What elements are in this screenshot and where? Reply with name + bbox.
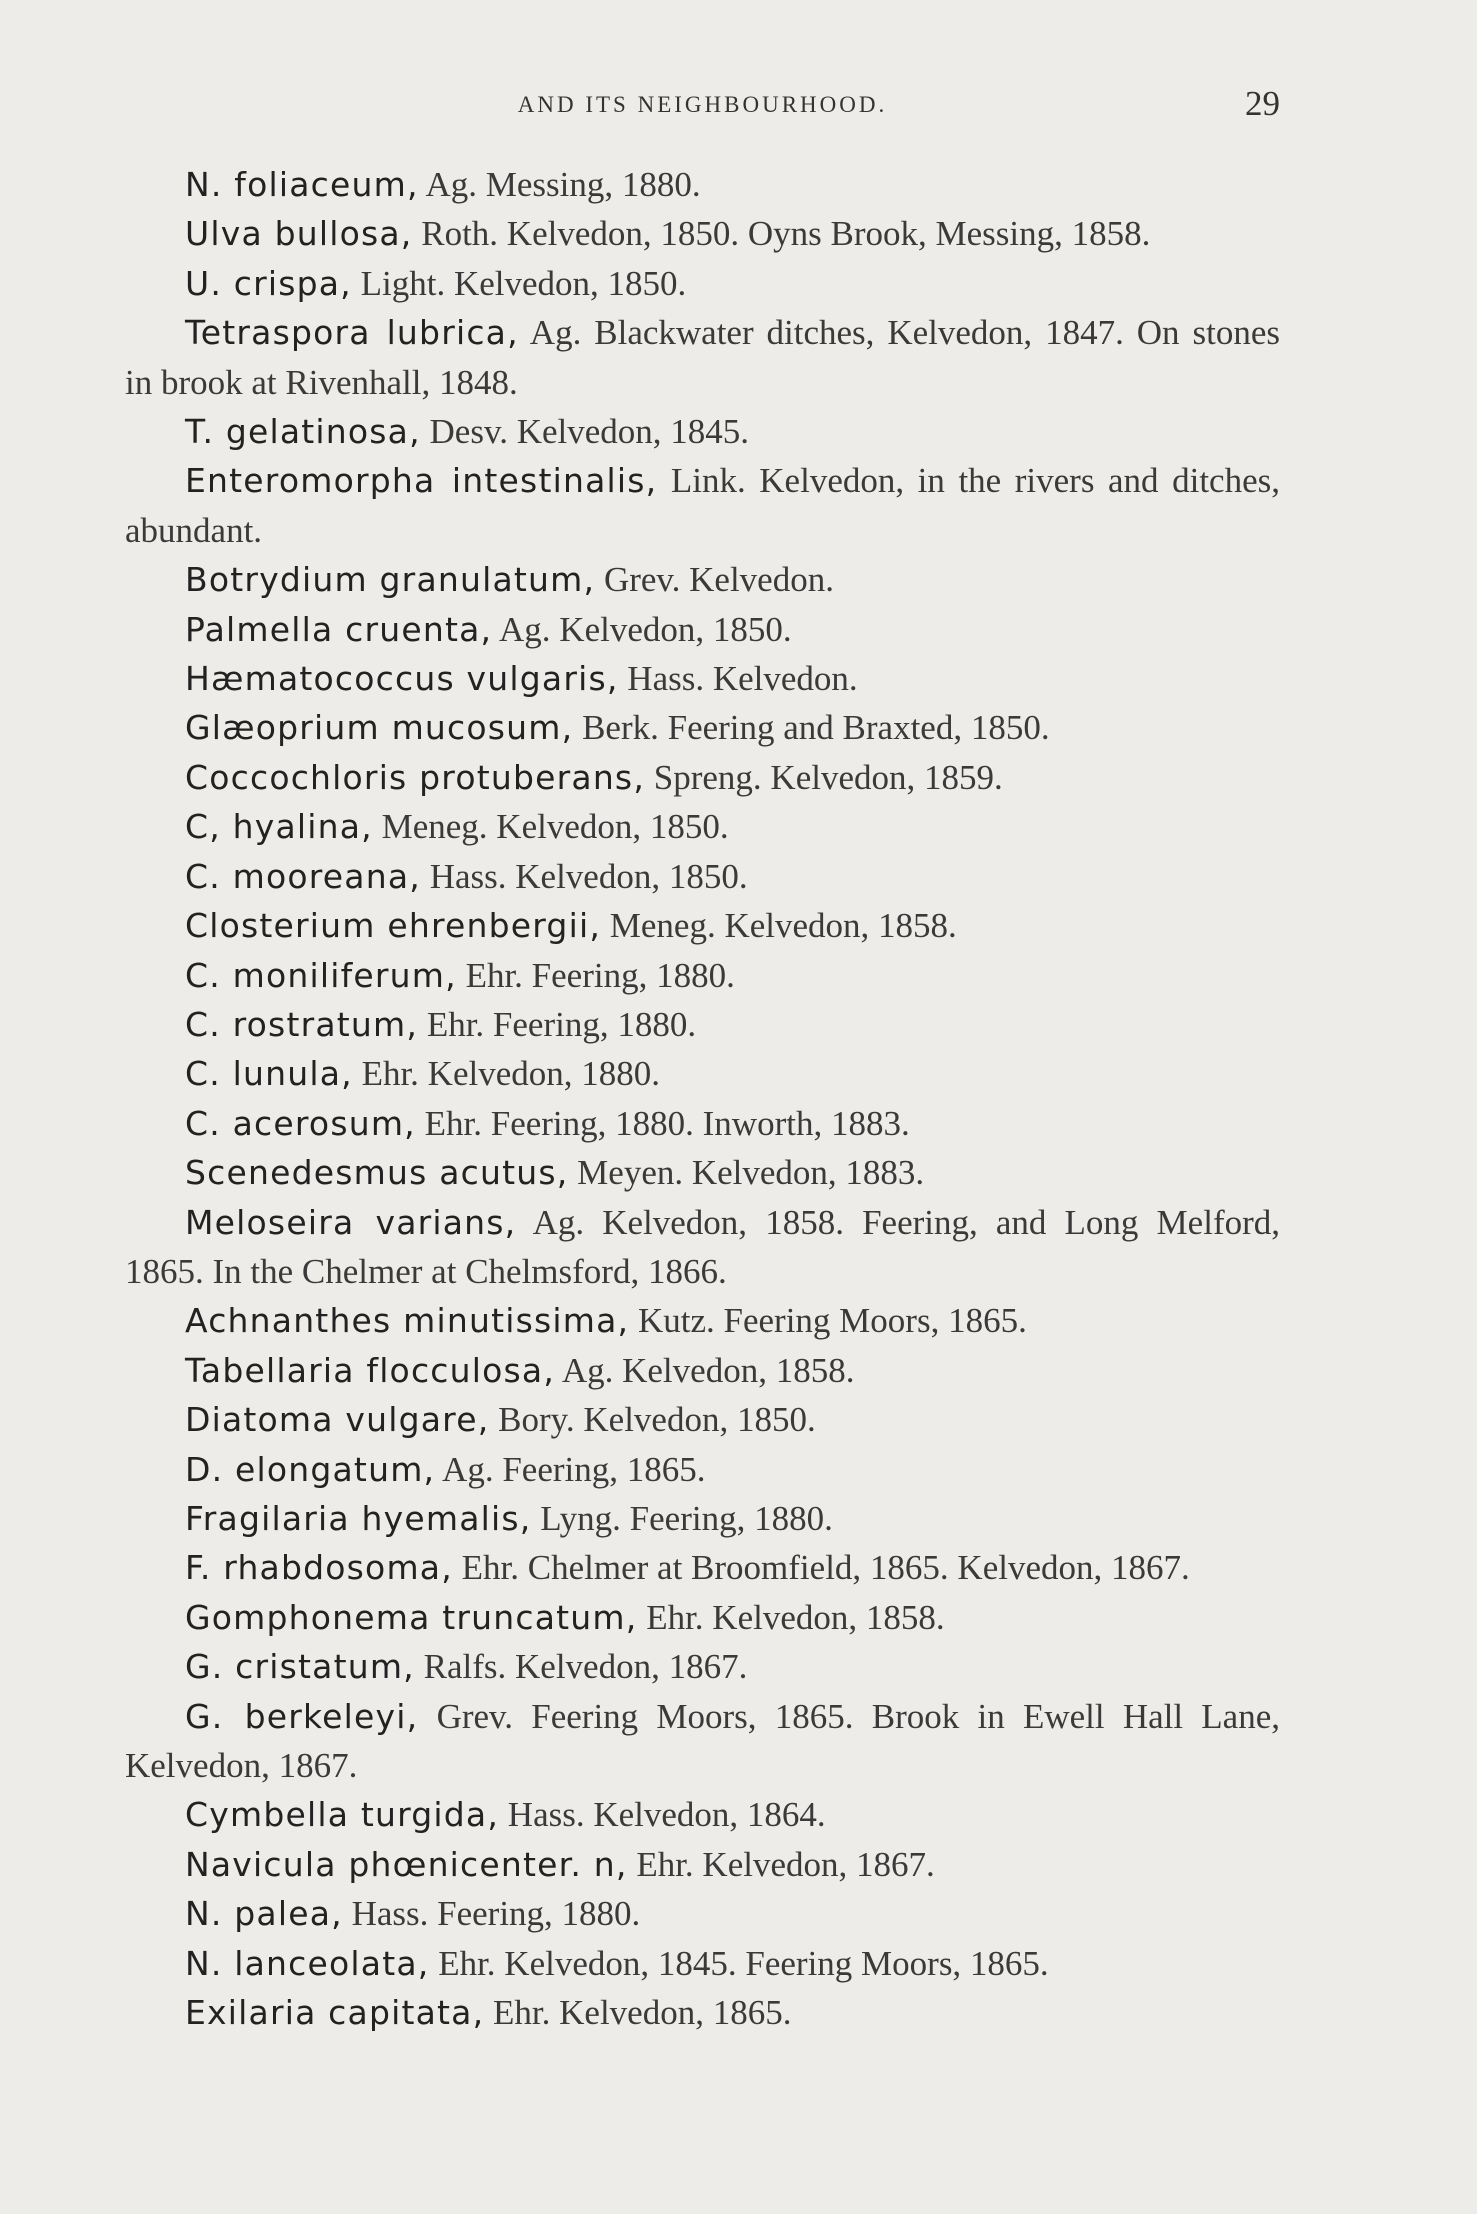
species-name: T. gelatinosa, <box>185 412 421 452</box>
entry-details: Ehr. Kelvedon, 1880. <box>352 1054 661 1094</box>
entry-details: Spreng. Kelvedon, 1859. <box>645 757 1003 797</box>
species-name: G. cristatum, <box>185 1647 415 1687</box>
entry-details: Ehr. Chelmer at Broomfield, 1865. Kelvedon, 1867. <box>452 1548 1190 1588</box>
species-entry <box>125 654 1280 703</box>
species-entry <box>125 456 1280 555</box>
running-head <box>125 84 1280 124</box>
species-entry <box>125 1148 1280 1197</box>
entry-details: Ag. Kelvedon, 1858. Feering, and Long Melford, 1865. In the Chelmer at Chelmsford, 1866. <box>125 1202 1281 1291</box>
species-entry <box>125 1692 1280 1791</box>
species-name: Fragilaria hyemalis, <box>185 1498 532 1538</box>
species-entry <box>125 703 1280 752</box>
entry-details: Ag. Blackwater ditches, Kelvedon, 1847. On stones in brook at Rivenhall, 1848. <box>125 313 1280 402</box>
species-entry <box>125 259 1280 308</box>
species-name: N. lanceolata, <box>185 1943 430 1983</box>
species-name: U. crispa, <box>185 263 352 303</box>
species-name: Cymbella turgida, <box>185 1795 500 1835</box>
running-title: AND ITS NEIGHBOURHOOD. <box>517 92 888 117</box>
species-name: N. palea, <box>185 1894 343 1934</box>
entry-details: Hass. Kelvedon, 1850. <box>420 856 748 896</box>
entry-details: Hass. Kelvedon. <box>618 659 858 699</box>
entry-details: Ehr. Kelvedon, 1858. <box>637 1597 945 1637</box>
entry-details: Meneg. Kelvedon, 1858. <box>601 906 957 946</box>
entry-details: Kutz. Feering Moors, 1865. <box>629 1301 1027 1341</box>
species-name: D. elongatum, <box>185 1449 436 1489</box>
species-name: Glæoprium mucosum, <box>185 708 574 748</box>
species-name: Navicula phœnicenter. n, <box>185 1844 628 1884</box>
entry-details: Ag. Feering, 1865. <box>435 1449 706 1489</box>
species-name: Hæmatococcus vulgaris, <box>185 659 619 699</box>
entry-details: Ehr. Kelvedon, 1867. <box>627 1844 935 1884</box>
species-entry <box>125 1988 1280 2037</box>
species-entry <box>125 802 1280 851</box>
species-entry <box>125 407 1280 456</box>
species-entry <box>125 951 1280 1000</box>
species-entry <box>125 1000 1280 1049</box>
species-name: C. rostratum, <box>185 1004 419 1044</box>
entry-details: Link. Kelvedon, in the rivers and ditches, abundant. <box>125 461 1280 550</box>
species-entry <box>125 1296 1280 1345</box>
entry-details: Grev. Kelvedon. <box>595 560 834 600</box>
species-name: Meloseira varians, <box>185 1202 517 1242</box>
entry-details: Ehr. Feering, 1880. Inworth, 1883. <box>415 1103 910 1143</box>
species-name: Diatoma vulgare, <box>185 1400 490 1440</box>
entry-details: Berk. Feering and Braxted, 1850. <box>573 708 1050 748</box>
species-name: Botrydium granulatum, <box>185 560 596 600</box>
species-entry <box>125 1939 1280 1988</box>
species-name: C. acerosum, <box>185 1103 416 1143</box>
entry-details: Roth. Kelvedon, 1850. Oyns Brook, Messing, 1858. <box>412 214 1151 254</box>
entry-details: Ag. Messing, 1880. <box>418 165 701 204</box>
species-name: N. foliaceum, <box>185 165 419 204</box>
species-name: Closterium ehrenbergii, <box>185 906 602 946</box>
species-entry <box>125 209 1280 258</box>
species-name: G. berkeleyi, <box>185 1696 419 1736</box>
species-name: C. mooreana, <box>185 856 421 896</box>
species-name: Tabellaria flocculosa, <box>185 1350 556 1390</box>
entry-details: Hass. Kelvedon, 1864. <box>499 1795 826 1835</box>
entry-details: Bory. Kelvedon, 1850. <box>489 1400 816 1440</box>
species-entry <box>125 1593 1280 1642</box>
species-name: C. lunula, <box>185 1054 353 1094</box>
entry-details: Ralfs. Kelvedon, 1867. <box>414 1647 748 1687</box>
species-entry <box>125 1198 1280 1297</box>
species-name: Achnanthes minutissima, <box>185 1301 630 1341</box>
entry-details: Grev. Feering Moors, 1865. Brook in Ewell Hall Lane, Kelvedon, 1867. <box>125 1696 1280 1785</box>
species-entry <box>125 1494 1280 1543</box>
entry-details: Ehr. Feering, 1880. <box>418 1004 697 1044</box>
entry-details: Light. Kelvedon, 1850. <box>351 263 687 303</box>
species-name: F. rhabdosoma, <box>185 1548 453 1588</box>
species-entry <box>125 308 1280 407</box>
species-entry <box>125 1889 1280 1938</box>
species-name: Palmella cruenta, <box>185 609 493 649</box>
species-name: Tetraspora lubrica, <box>185 313 519 353</box>
species-name: Scenedesmus acutus, <box>185 1153 569 1193</box>
species-name: C. moniliferum, <box>185 955 457 995</box>
species-name: Exilaria capitata, <box>185 1993 485 2033</box>
species-name: Gomphonema truncatum, <box>185 1597 638 1637</box>
species-entry <box>125 1790 1280 1839</box>
entry-details: Hass. Feering, 1880. <box>342 1894 641 1934</box>
species-entry <box>125 1445 1280 1494</box>
entry-details: Meneg. Kelvedon, 1850. <box>372 807 729 847</box>
species-entry <box>125 1642 1280 1691</box>
species-entry <box>125 555 1280 604</box>
species-list <box>125 160 1280 2037</box>
species-entry <box>125 753 1280 802</box>
entry-details: Desv. Kelvedon, 1845. <box>420 412 750 452</box>
entry-details: Lyng. Feering, 1880. <box>531 1498 833 1538</box>
page-number: 29 <box>1245 84 1280 123</box>
entry-details: Ehr. Kelvedon, 1845. Feering Moors, 1865. <box>429 1943 1049 1983</box>
species-entry <box>125 1346 1280 1395</box>
species-name: Coccochloris protuberans, <box>185 757 646 797</box>
species-entry <box>125 852 1280 901</box>
species-entry <box>125 1543 1280 1592</box>
entry-details: Ehr. Feering, 1880. <box>456 955 735 995</box>
entry-details: Ag. Kelvedon, 1850. <box>492 609 792 649</box>
species-entry <box>125 1840 1280 1889</box>
entry-details: Ehr. Kelvedon, 1865. <box>484 1993 792 2033</box>
species-name: C, hyalina, <box>185 807 373 847</box>
species-name: Enteromorpha intestinalis, <box>185 461 658 501</box>
species-name: Ulva bullosa, <box>185 214 413 254</box>
species-entry <box>125 160 1280 209</box>
entry-details: Ag. Kelvedon, 1858. <box>555 1350 855 1390</box>
species-entry <box>125 901 1280 950</box>
entry-details: Meyen. Kelvedon, 1883. <box>568 1153 925 1193</box>
species-entry <box>125 1049 1280 1098</box>
species-entry <box>125 1395 1280 1444</box>
species-entry <box>125 1099 1280 1148</box>
species-entry <box>125 605 1280 654</box>
